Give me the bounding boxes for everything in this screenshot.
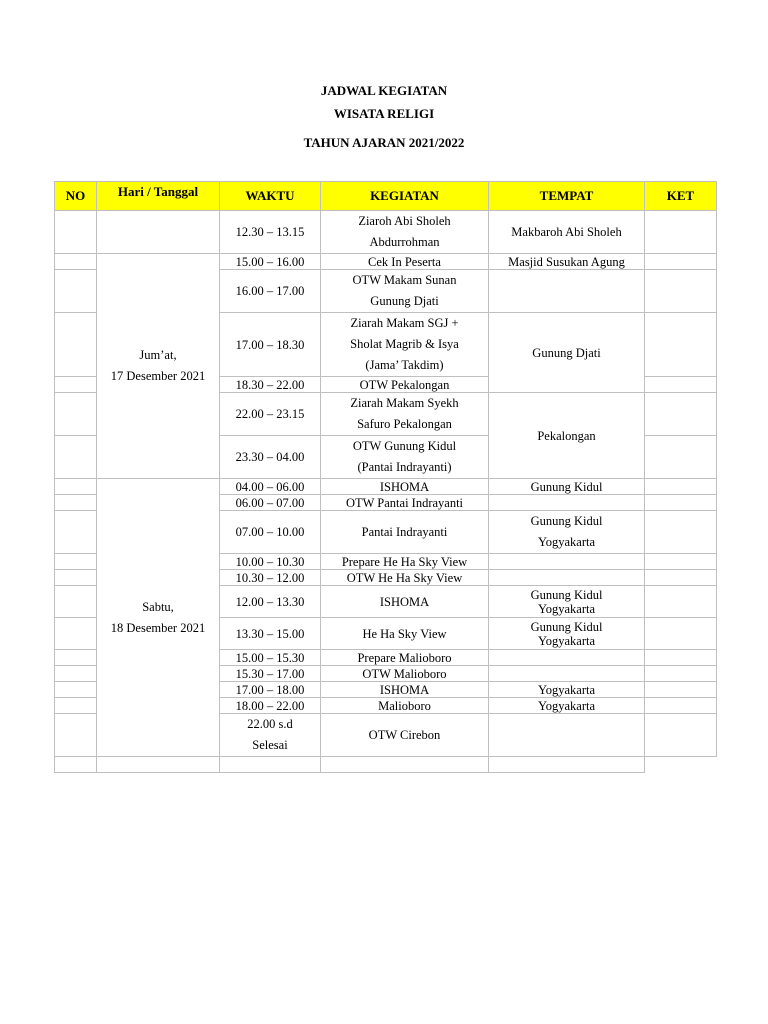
cell-kegiatan [321, 698, 489, 714]
cell-kegiatan-line: Ziaroh Abi Sholeh [358, 214, 451, 228]
table-header-row [55, 182, 717, 211]
cell-day [97, 211, 220, 254]
cell-kegiatan [321, 495, 489, 511]
cell-no [55, 479, 97, 495]
cell-waktu: 15.00 – 15.30 [220, 650, 321, 666]
cell-tempat-line: Pekalongan [537, 428, 596, 443]
cell-no [55, 211, 97, 254]
cell-no [55, 495, 97, 511]
cell-kegiatan-line: OTW Pekalongan [359, 377, 450, 392]
cell-tempat [489, 270, 645, 313]
cell-ket [645, 666, 717, 682]
cell-kegiatan [321, 554, 489, 570]
cell-tempat [489, 211, 645, 254]
cell-ket [645, 436, 717, 479]
col-header-kegiatan: KEGIATAN [321, 182, 489, 211]
cell-kegiatan [220, 757, 321, 773]
cell-ket [645, 313, 717, 377]
cell-day [97, 254, 220, 479]
cell-tempat-line: Yogyakarta [537, 698, 596, 713]
cell-waktu: 04.00 – 06.00 [220, 479, 321, 495]
cell-ket [645, 479, 717, 495]
cell-no [55, 650, 97, 666]
cell-kegiatan [321, 570, 489, 586]
cell-waktu [97, 757, 220, 773]
cell-kegiatan-line: Prepare Malioboro [357, 650, 452, 665]
cell-ket [645, 511, 717, 554]
table-row [55, 757, 717, 773]
cell-tempat [489, 511, 645, 554]
cell-tempat [489, 618, 645, 650]
cell-ket [489, 757, 645, 773]
cell-no [55, 666, 97, 682]
cell-kegiatan-line: Abdurrohman [369, 235, 440, 249]
cell-ket [645, 377, 717, 393]
doc-year: TAHUN AJARAN 2021/2022 [303, 135, 465, 150]
cell-kegiatan [321, 377, 489, 393]
cell-kegiatan [321, 436, 489, 479]
cell-no [55, 570, 97, 586]
cell-kegiatan-line: Safuro Pekalongan [357, 417, 452, 431]
cell-tempat-line: Yogyakarta [537, 601, 596, 616]
cell-tempat [321, 757, 489, 773]
cell-kegiatan [321, 666, 489, 682]
cell-waktu: 18.00 – 22.00 [220, 698, 321, 714]
cell-no [55, 511, 97, 554]
cell-tempat-line: Yogyakarta [537, 682, 596, 697]
cell-tempat-line: Gunung Kidul [530, 587, 603, 602]
cell-kegiatan-line: OTW Gunung Kidul [352, 439, 457, 453]
col-header-ket: KET [645, 182, 717, 211]
cell-tempat-line: Gunung Kidul [530, 514, 603, 528]
cell-no [55, 757, 97, 773]
doc-title: JADWAL KEGIATAN [320, 83, 448, 98]
cell-kegiatan-line: Gunung Djati [370, 294, 439, 308]
cell-kegiatan [321, 211, 489, 254]
col-header-waktu: WAKTU [220, 182, 321, 211]
cell-no [55, 554, 97, 570]
cell-kegiatan-line: He Ha Sky View [362, 626, 447, 641]
cell-waktu: 07.00 – 10.00 [220, 511, 321, 554]
cell-tempat [489, 393, 645, 479]
cell-waktu: 17.00 – 18.30 [220, 313, 321, 377]
cell-kegiatan-line: OTW Cirebon [368, 728, 441, 742]
cell-no [55, 313, 97, 377]
cell-kegiatan [321, 682, 489, 698]
cell-waktu: 23.30 – 04.00 [220, 436, 321, 479]
cell-ket [645, 586, 717, 618]
cell-kegiatan [321, 586, 489, 618]
cell-tempat-line: Gunung Djati [532, 345, 601, 360]
cell-kegiatan-line: OTW He Ha Sky View [346, 570, 463, 585]
cell-kegiatan-line: OTW Pantai Indrayanti [345, 495, 464, 510]
cell-waktu: 06.00 – 07.00 [220, 495, 321, 511]
cell-kegiatan-line: Sholat Magrib & Isya [350, 337, 459, 351]
cell-waktu: 10.00 – 10.30 [220, 554, 321, 570]
cell-ket [645, 393, 717, 436]
cell-no [55, 714, 97, 757]
cell-tempat [489, 254, 645, 270]
cell-kegiatan-line: Cek In Peserta [368, 254, 441, 269]
cell-waktu: 18.30 – 22.00 [220, 377, 321, 393]
cell-waktu: 12.30 – 13.15 [220, 211, 321, 254]
table-row [55, 479, 717, 495]
cell-kegiatan [321, 714, 489, 757]
day-name: Jum’at, [139, 348, 177, 362]
cell-ket [645, 698, 717, 714]
cell-kegiatan-line: OTW Makam Sunan [352, 273, 457, 287]
cell-waktu: 22.00 – 23.15 [220, 393, 321, 436]
cell-no [55, 254, 97, 270]
cell-tempat-line: Yogyakarta [537, 633, 596, 648]
cell-kegiatan [321, 270, 489, 313]
day-date: 18 Desember 2021 [110, 620, 206, 635]
cell-day [97, 479, 220, 757]
cell-tempat [489, 698, 645, 714]
cell-waktu: 13.30 – 15.00 [220, 618, 321, 650]
cell-tempat [489, 313, 645, 393]
cell-tempat-line: Gunung Kidul [530, 479, 603, 494]
cell-ket [645, 270, 717, 313]
col-header-hari: Hari / Tanggal [97, 182, 220, 211]
cell-waktu: 15.30 – 17.00 [220, 666, 321, 682]
cell-tempat [489, 682, 645, 698]
cell-no [55, 270, 97, 313]
col-header-tempat: TEMPAT [489, 182, 645, 211]
cell-tempat [489, 650, 645, 666]
cell-ket [645, 650, 717, 666]
cell-ket [645, 254, 717, 270]
schedule-body [55, 211, 717, 773]
day-name: Sabtu, [142, 599, 174, 614]
cell-ket [645, 211, 717, 254]
cell-no [55, 377, 97, 393]
cell-kegiatan-line: ISHOMA [379, 479, 430, 494]
cell-kegiatan [321, 618, 489, 650]
cell-no [55, 393, 97, 436]
cell-waktu: 15.00 – 16.00 [220, 254, 321, 270]
cell-no [55, 436, 97, 479]
cell-tempat [489, 586, 645, 618]
cell-waktu: 17.00 – 18.00 [220, 682, 321, 698]
cell-kegiatan-line: Ziarah Makam Syekh [350, 396, 459, 410]
table-row [55, 211, 717, 254]
cell-tempat [489, 495, 645, 511]
cell-kegiatan [321, 479, 489, 495]
cell-tempat-line: Masjid Susukan Agung [508, 254, 625, 269]
cell-ket [645, 570, 717, 586]
cell-kegiatan-line: ISHOMA [379, 682, 430, 697]
cell-tempat-line: Makbaroh Abi Sholeh [511, 224, 622, 239]
cell-ket [645, 618, 717, 650]
cell-tempat [489, 554, 645, 570]
cell-tempat [489, 666, 645, 682]
cell-kegiatan [321, 650, 489, 666]
cell-tempat-line: Yogyakarta [537, 535, 596, 549]
cell-ket [645, 554, 717, 570]
col-header-no: NO [55, 182, 97, 211]
day-date: 17 Desember 2021 [110, 369, 206, 383]
cell-tempat-line: Gunung Kidul [530, 619, 603, 634]
cell-waktu: 22.00 s.d Selesai [220, 714, 321, 757]
cell-waktu: 12.00 – 13.30 [220, 586, 321, 618]
cell-no [55, 586, 97, 618]
cell-tempat [489, 570, 645, 586]
cell-waktu: 10.30 – 12.00 [220, 570, 321, 586]
cell-kegiatan-line: (Pantai Indrayanti) [357, 460, 452, 474]
cell-ket [645, 682, 717, 698]
cell-ket [645, 714, 717, 757]
table-row [55, 254, 717, 270]
cell-no [55, 618, 97, 650]
cell-kegiatan [321, 313, 489, 377]
doc-subtitle: WISATA RELIGI [333, 106, 435, 121]
cell-tempat [489, 714, 645, 757]
cell-ket [645, 495, 717, 511]
cell-kegiatan-line: Prepare He Ha Sky View [341, 554, 468, 569]
cell-kegiatan-line: Ziarah Makam SGJ + [350, 316, 459, 330]
cell-kegiatan [321, 393, 489, 436]
cell-kegiatan-line: Malioboro [378, 698, 431, 713]
cell-no [55, 682, 97, 698]
schedule-table [54, 181, 717, 773]
cell-kegiatan-line: ISHOMA [379, 594, 430, 609]
cell-waktu: 16.00 – 17.00 [220, 270, 321, 313]
cell-kegiatan-line: Pantai Indrayanti [361, 525, 448, 539]
cell-no [55, 698, 97, 714]
cell-tempat [489, 479, 645, 495]
cell-kegiatan-line: (Jama’ Takdim) [365, 358, 444, 372]
cell-kegiatan-line: OTW Malioboro [362, 666, 447, 681]
cell-kegiatan [321, 254, 489, 270]
cell-kegiatan [321, 511, 489, 554]
